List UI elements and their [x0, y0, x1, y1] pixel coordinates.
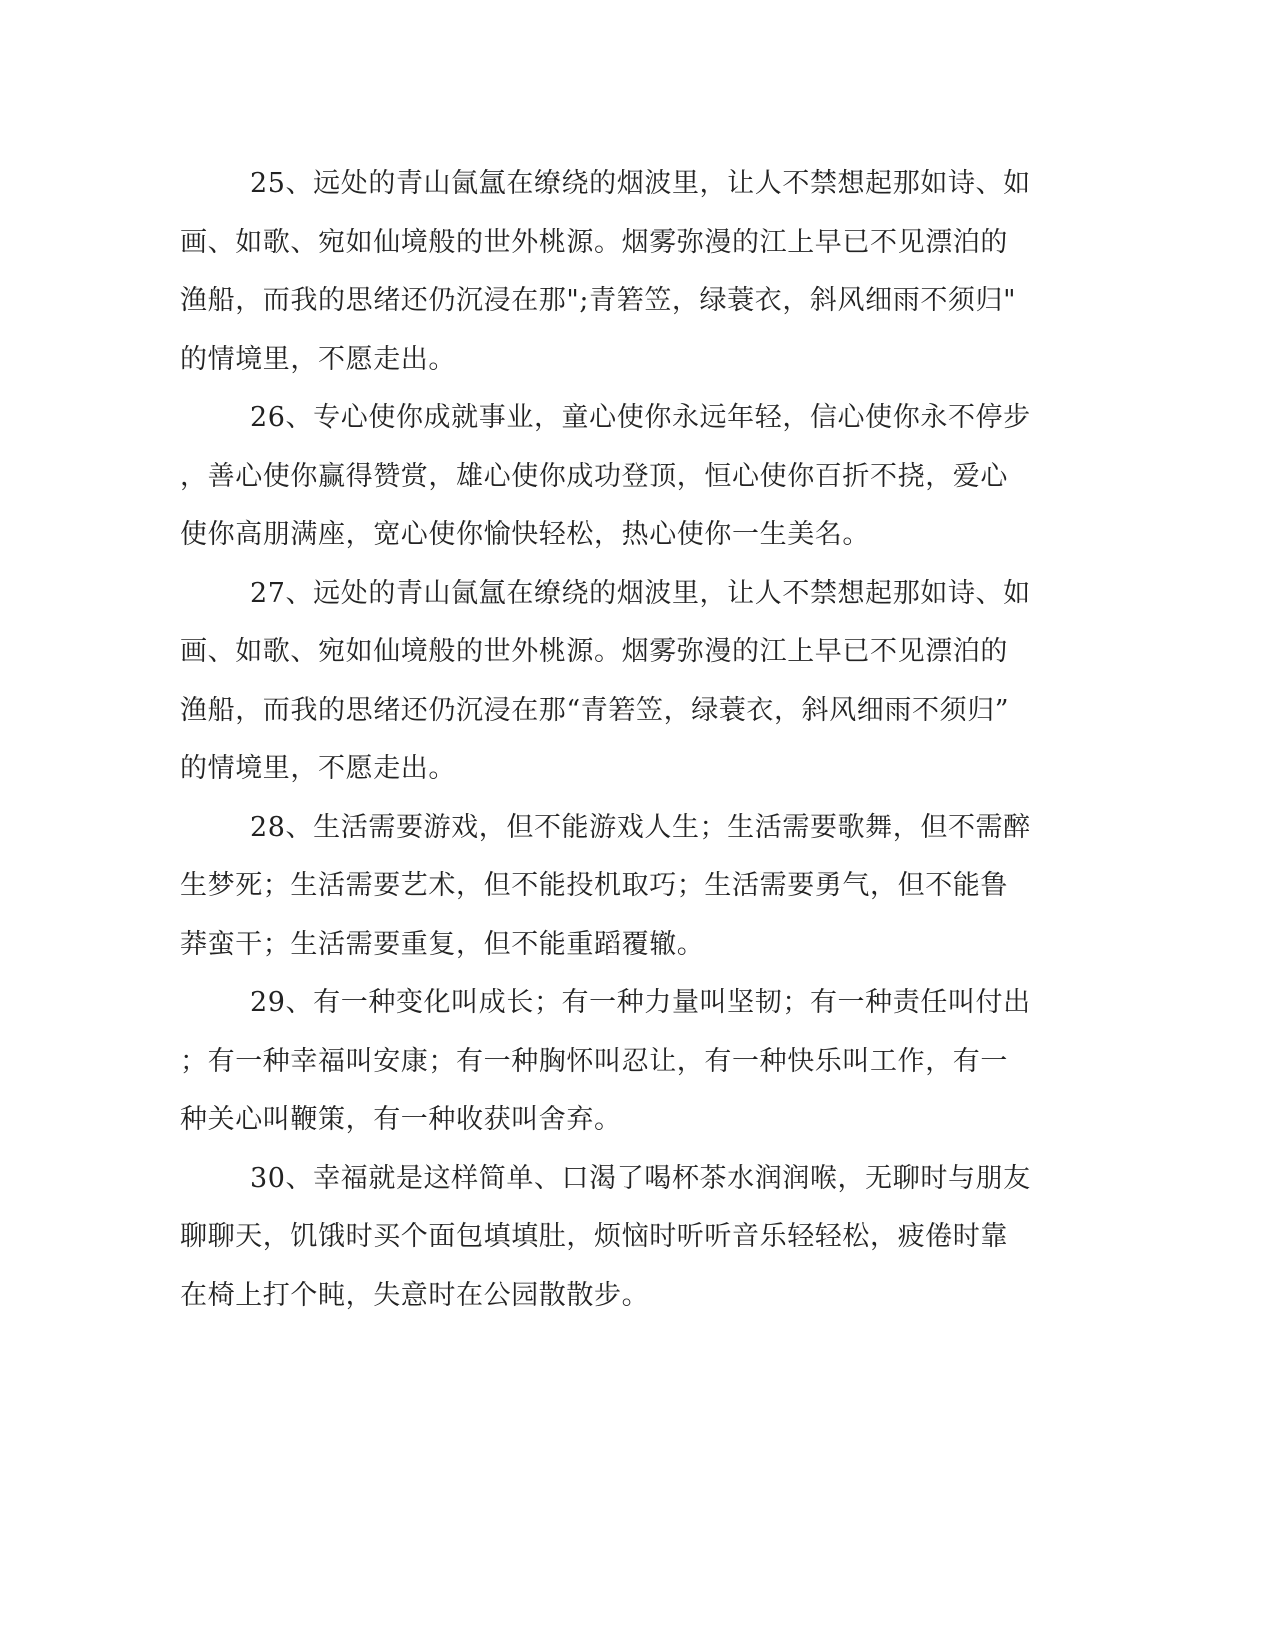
- paragraph-line: 使你高朋满座，宽心使你愉快轻松，热心使你一生美名。: [180, 519, 870, 550]
- paragraph-line: 26、专心使你成就事业，童心使你永远年轻，信心使你永不停步: [250, 402, 1031, 433]
- paragraph-line: 画、如歌、宛如仙境般的世外桃源。烟雾弥漫的江上早已不见漂泊的: [180, 636, 1008, 667]
- paragraph-line: 画、如歌、宛如仙境般的世外桃源。烟雾弥漫的江上早已不见漂泊的: [180, 226, 1008, 258]
- paragraph-line: 25、远处的青山氤氲在缭绕的烟波里，让人不禁想起那如诗、如: [250, 168, 1031, 199]
- paragraph-27: [180, 572, 1031, 806]
- paragraph-line: ，善心使你赢得赞赏，雄心使你成功登顶，恒心使你百折不挠，爱心: [180, 460, 1008, 492]
- paragraph-line: 在椅上打个盹，失意时在公园散散步。: [180, 1279, 650, 1311]
- paragraph-line: 渔船，而我的思绪还仍沉浸在那";青箬笠，绿蓑衣，斜风细雨不须归": [180, 285, 1017, 316]
- document-body: [180, 162, 1031, 1332]
- paragraph-line: 聊聊天，饥饿时买个面包填填肚，烦恼时听听音乐轻轻松，疲倦时靠: [180, 1221, 1008, 1252]
- paragraph-line: 28、生活需要游戏，但不能游戏人生；生活需要歌舞，但不需醉: [250, 811, 1031, 843]
- paragraph-26: [180, 396, 1031, 572]
- paragraph-30: [180, 1157, 1031, 1333]
- paragraph-line: 27、远处的青山氤氲在缭绕的烟波里，让人不禁想起那如诗、如: [250, 577, 1031, 609]
- paragraph-line: ；有一种幸福叫安康；有一种胸怀叫忍让，有一种快乐叫工作，有一: [180, 1045, 1008, 1077]
- paragraph-line: 的情境里，不愿走出。: [180, 753, 456, 784]
- paragraph-line: 莽蛮干；生活需要重复，但不能重蹈覆辙。: [180, 928, 705, 960]
- paragraph-line: 渔船，而我的思绪还仍沉浸在那“青箬笠，绿蓑衣，斜风细雨不须归”: [180, 694, 1010, 726]
- paragraph-line: 的情境里，不愿走出。: [180, 343, 456, 375]
- paragraph-line: 种关心叫鞭策，有一种收获叫舍弃。: [180, 1104, 622, 1135]
- paragraph-28: [180, 806, 1031, 982]
- paragraph-line: 29、有一种变化叫成长；有一种力量叫坚韧；有一种责任叫付出: [250, 987, 1031, 1018]
- paragraph-29: [180, 981, 1031, 1157]
- paragraph-25: [180, 162, 1031, 396]
- paragraph-line: 30、幸福就是这样简单、口渴了喝杯茶水润润喉，无聊时与朋友: [250, 1162, 1031, 1194]
- paragraph-line: 生梦死；生活需要艺术，但不能投机取巧；生活需要勇气，但不能鲁: [180, 870, 1008, 901]
